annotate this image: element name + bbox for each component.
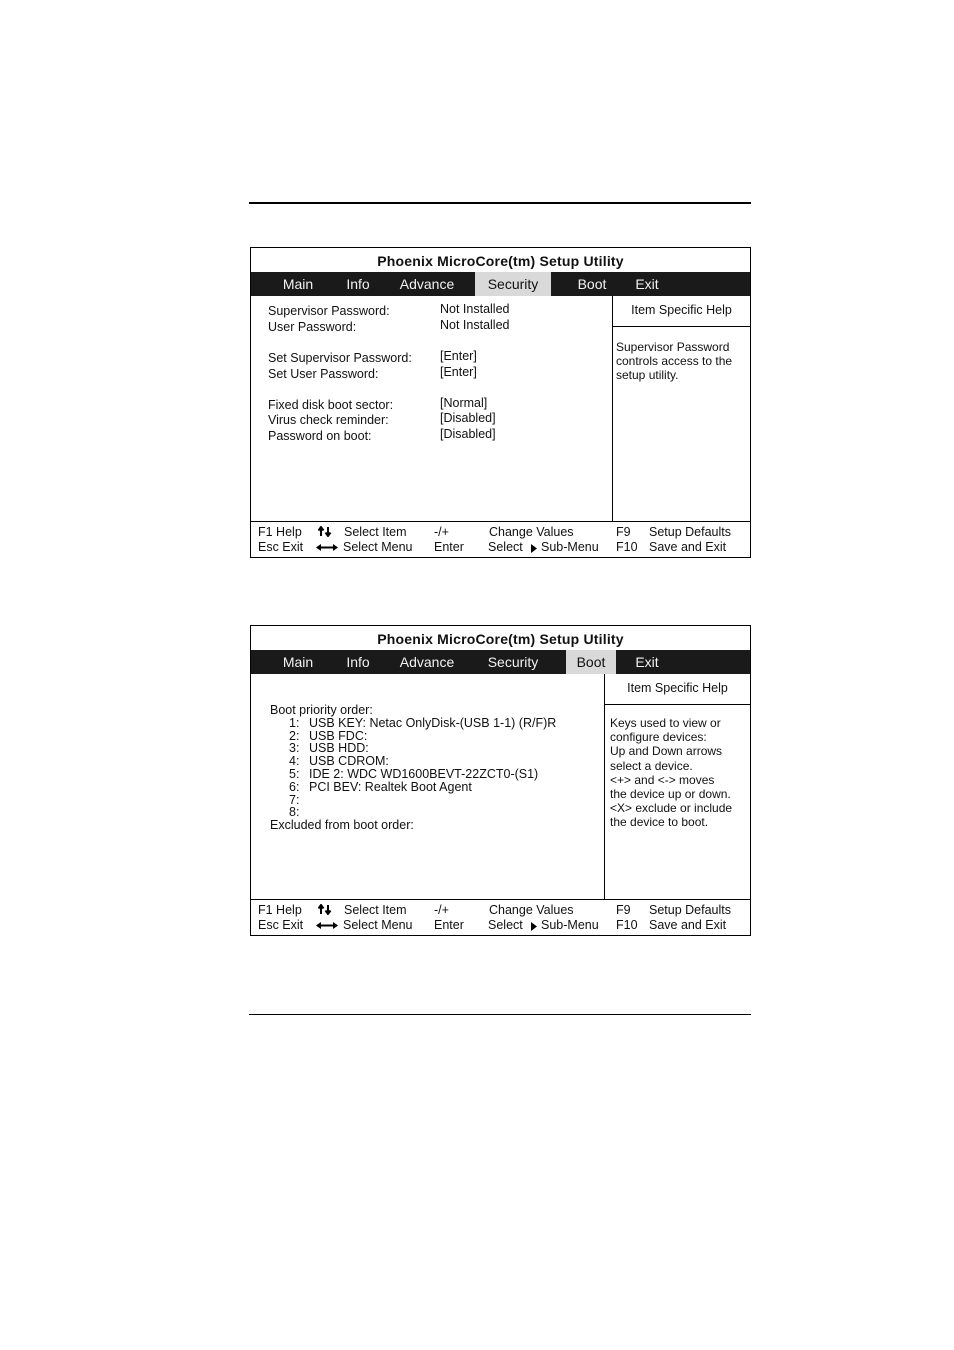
- boot-item-number: 7:: [289, 792, 300, 807]
- tab-exit[interactable]: Exit: [635, 654, 659, 670]
- bios-title: Phoenix MicroCore(tm) Setup Utility: [377, 631, 624, 647]
- plus-minus-key: -/+: [434, 903, 449, 917]
- tab-security[interactable]: Security: [475, 272, 551, 296]
- f10-key: F10: [616, 540, 638, 554]
- select-label: Select: [488, 540, 523, 554]
- supervisor-password-label: Supervisor Password:: [268, 304, 390, 318]
- f9-key: F9: [616, 525, 631, 539]
- triangle-right-icon: [531, 922, 537, 931]
- tab-security[interactable]: Security: [487, 654, 539, 670]
- page-bottom-rule: [249, 1014, 751, 1015]
- bios-title: Phoenix MicroCore(tm) Setup Utility: [377, 253, 624, 269]
- help-text: Keys used to view or configure devices: Up and Down arrows select a device. <+> and <-> moves the device up or down. <X> exclude or include the device to boot.: [610, 716, 733, 830]
- password-on-boot-label: Password on boot:: [268, 429, 372, 443]
- boot-item-number: 4:: [289, 754, 300, 769]
- sub-menu-label: Sub-Menu: [541, 540, 599, 554]
- select-item-label: Select Item: [344, 525, 407, 539]
- f10-key: F10: [616, 918, 638, 932]
- tab-info[interactable]: Info: [346, 654, 370, 670]
- tab-exit[interactable]: Exit: [635, 276, 659, 292]
- tab-boot[interactable]: Boot: [566, 650, 616, 674]
- boot-item-number: 5:: [289, 767, 300, 781]
- set-supervisor-password-value[interactable]: [Enter]: [440, 349, 477, 363]
- excluded-heading: Excluded from boot order:: [270, 818, 414, 833]
- boot-item-number: 3:: [289, 741, 300, 756]
- up-down-arrows-icon: [318, 904, 332, 915]
- bios-screen-security: [250, 247, 751, 558]
- supervisor-password-value: Not Installed: [440, 302, 510, 316]
- left-right-arrows-icon: [316, 921, 338, 930]
- tab-advance[interactable]: Advance: [399, 276, 455, 292]
- change-values-label: Change Values: [489, 903, 574, 917]
- save-and-exit-label: Save and Exit: [649, 918, 727, 932]
- boot-item-device[interactable]: PCI BEV: Realtek Boot Agent: [309, 779, 472, 794]
- left-right-arrows-icon: [316, 543, 338, 552]
- tab-info[interactable]: Info: [346, 276, 370, 292]
- boot-order-panel: [251, 674, 605, 899]
- boot-item-number: 2:: [289, 728, 300, 743]
- setup-defaults-label: Setup Defaults: [649, 525, 731, 539]
- change-values-label: Change Values: [489, 525, 574, 539]
- save-and-exit-label: Save and Exit: [649, 540, 727, 554]
- fixed-disk-boot-sector-value[interactable]: [Normal]: [440, 396, 488, 410]
- key-legend: [251, 521, 750, 558]
- user-password-value: Not Installed: [440, 318, 510, 332]
- settings-panel: [251, 296, 613, 521]
- triangle-right-icon: [531, 544, 537, 553]
- enter-key: Enter: [434, 540, 464, 554]
- page-top-rule: [249, 202, 751, 204]
- boot-item-device[interactable]: USB FDC:: [309, 728, 368, 743]
- f9-key: F9: [616, 903, 631, 917]
- select-menu-label: Select Menu: [343, 918, 413, 932]
- select-menu-label: Select Menu: [343, 540, 413, 554]
- boot-item-device[interactable]: USB KEY: Netac OnlyDisk-(USB 1-1) (R/F)R: [309, 715, 557, 730]
- select-label: Select: [488, 918, 523, 932]
- sub-menu-label: Sub-Menu: [541, 918, 599, 932]
- tab-main[interactable]: Main: [282, 654, 314, 670]
- boot-item-device[interactable]: USB CDROM:: [309, 754, 389, 769]
- fixed-disk-boot-sector-label: Fixed disk boot sector:: [268, 398, 394, 412]
- boot-item-number: 8:: [289, 805, 300, 820]
- password-on-boot-value[interactable]: [Disabled]: [440, 427, 496, 441]
- help-text: Supervisor Password controls access to the setup utility.: [616, 340, 733, 383]
- boot-item-device[interactable]: USB HDD:: [309, 741, 369, 756]
- key-legend: [251, 899, 750, 936]
- help-panel: [613, 296, 750, 521]
- f1-help-key: F1 Help: [258, 525, 302, 539]
- set-user-password-label: Set User Password:: [268, 367, 379, 381]
- boot-item-device[interactable]: IDE 2: WDC WD1600BEVT-22ZCT0-(S1): [309, 767, 539, 781]
- enter-key: Enter: [434, 918, 464, 932]
- up-down-arrows-icon: [318, 526, 332, 537]
- esc-exit-key: Esc Exit: [258, 918, 304, 932]
- user-password-label: User Password:: [268, 320, 357, 334]
- tab-advance[interactable]: Advance: [399, 654, 455, 670]
- setup-defaults-label: Setup Defaults: [649, 903, 731, 917]
- f1-help-key: F1 Help: [258, 903, 302, 917]
- menu-bar: [251, 272, 750, 296]
- tab-main[interactable]: Main: [282, 276, 314, 292]
- virus-check-reminder-value[interactable]: [Disabled]: [440, 411, 496, 425]
- virus-check-reminder-label: Virus check reminder:: [268, 413, 389, 427]
- plus-minus-key: -/+: [434, 525, 449, 539]
- boot-item-number: 1:: [289, 715, 300, 730]
- bios-screen-boot: [250, 625, 751, 936]
- help-panel: [605, 674, 750, 899]
- help-title: Item Specific Help: [613, 296, 750, 327]
- menu-bar: [251, 650, 750, 674]
- boot-priority-heading: Boot priority order:: [270, 703, 373, 717]
- set-supervisor-password-label: Set Supervisor Password:: [268, 351, 412, 365]
- tab-boot[interactable]: Boot: [577, 276, 607, 292]
- esc-exit-key: Esc Exit: [258, 540, 304, 554]
- select-item-label: Select Item: [344, 903, 407, 917]
- boot-item-number: 6:: [289, 779, 300, 794]
- help-title: Item Specific Help: [605, 674, 750, 705]
- set-user-password-value[interactable]: [Enter]: [440, 365, 477, 379]
